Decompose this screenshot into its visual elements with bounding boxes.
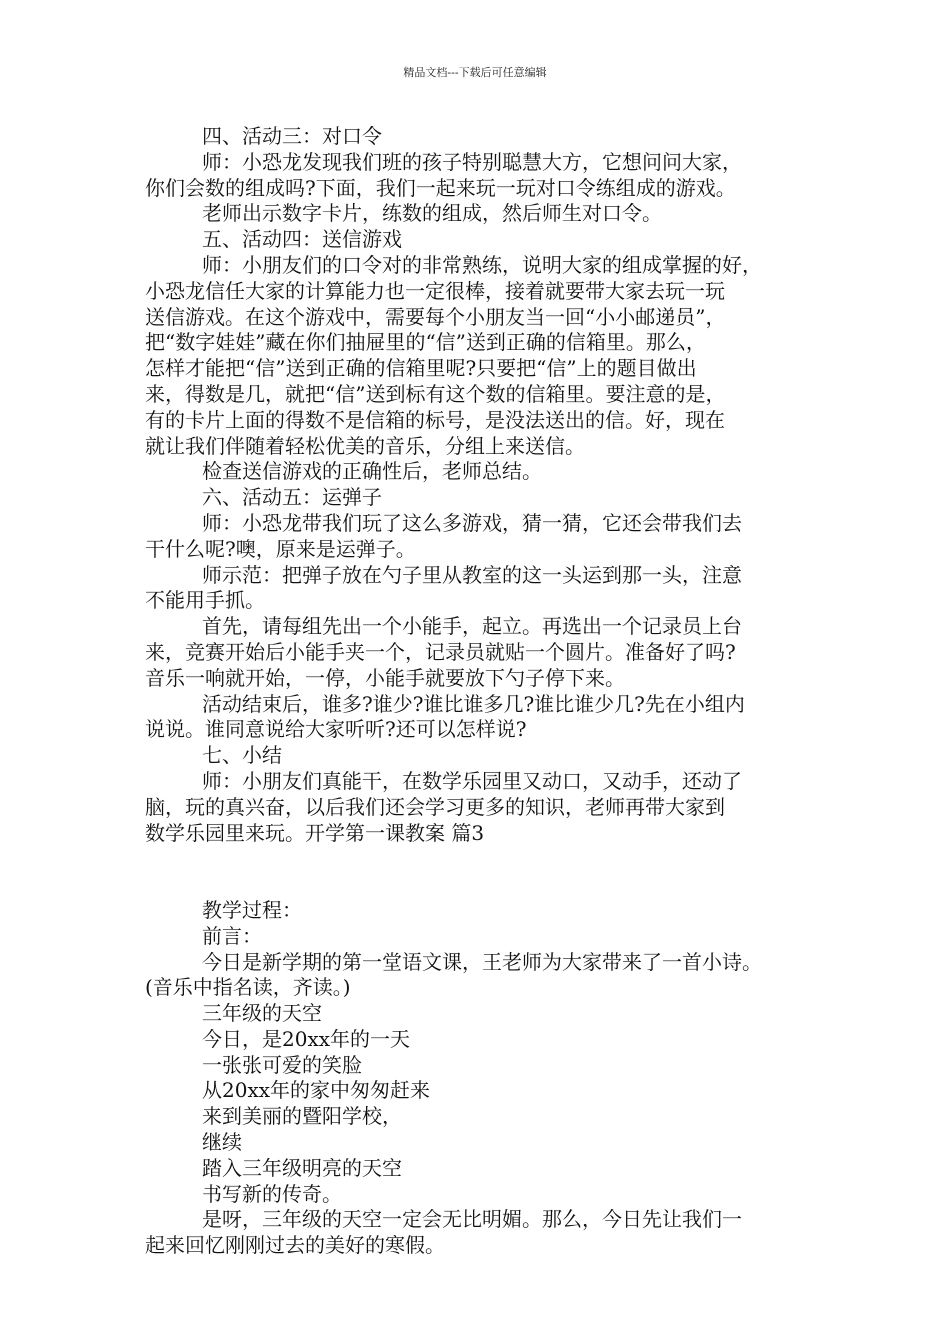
poem-line: 继续 (202, 1130, 242, 1155)
paragraph-line: 老师出示数字卡片，练数的组成，然后师生对口令。 (202, 201, 662, 226)
document-body (145, 124, 825, 1259)
paragraph-line: 今日是新学期的第一堂语文课，王老师为大家带来了一首小诗。 (202, 949, 762, 974)
paragraph-line: 你们会数的组成吗?下面，我们一起来玩一玩对口令练组成的游戏。 (145, 175, 736, 200)
paragraph-line: (音乐中指名读，齐读。) (145, 975, 351, 1000)
paragraph-line: 师：小恐龙发现我们班的孩子特别聪慧大方，它想问问大家， (202, 149, 742, 174)
paragraph-line: 有的卡片上面的得数不是信箱的标号，是没法送出的信。好，现在 (145, 407, 725, 432)
paragraph-line: 把“数字娃娃”藏在你们抽屉里的“信”送到正确的信箱里。那么， (145, 330, 706, 355)
poem-line: 一张张可爱的笑脸 (202, 1052, 362, 1077)
paragraph-line: 检查送信游戏的正确性后，老师总结。 (202, 459, 542, 484)
page-header: 精品文档---下载后可任意编辑 (403, 66, 547, 79)
section-heading: 七、小结 (202, 743, 282, 768)
paragraph-line: 师：小朋友们的口令对的非常熟练，说明大家的组成掌握的好， (202, 252, 762, 277)
paragraph-line: 数学乐园里来玩。开学第一课教案 篇3 (145, 820, 485, 845)
paragraph-line: 干什么呢?噢，原来是运弹子。 (145, 536, 416, 561)
poem-line: 从20xx年的家中匆匆赶来 (202, 1078, 431, 1103)
paragraph-line: 小恐龙信任大家的计算能力也一定很棒，接着就要带大家去玩一玩 (145, 278, 725, 303)
poem-title: 三年级的天空 (202, 1001, 322, 1026)
paragraph-line: 就让我们伴随着轻松优美的音乐，分组上来送信。 (145, 433, 585, 458)
paragraph-line: 说说。谁同意说给大家听听?还可以怎样说? (145, 717, 527, 742)
paragraph-line: 师：小恐龙带我们玩了这么多游戏，猜一猜，它还会带我们去 (202, 510, 742, 535)
section-heading: 五、活动四：送信游戏 (202, 227, 402, 252)
section-heading: 六、活动五：运弹子 (202, 485, 382, 510)
paragraph-line: 来，竞赛开始后小能手夹一个，记录员就贴一个圆片。准备好了吗? (145, 639, 736, 664)
paragraph-line: 送信游戏。在这个游戏中，需要每个小朋友当一回“小小邮递员”， (145, 304, 726, 329)
paragraph-line: 怎样才能把“信”送到正确的信箱里呢?只要把“信”上的题目做出 (145, 356, 697, 381)
section-heading: 四、活动三：对口令 (202, 124, 382, 148)
blank-space (145, 846, 825, 898)
section-heading: 教学过程： (202, 897, 302, 922)
paragraph-line: 首先，请每组先出一个小能手，起立。再选出一个记录员上台 (202, 614, 742, 639)
poem-line: 今日，是20xx年的一天 (202, 1026, 411, 1051)
paragraph-line: 音乐一响就开始，一停，小能手就要放下勺子停下来。 (145, 665, 625, 690)
poem-line: 书写新的传奇。 (202, 1181, 342, 1206)
paragraph-line: 活动结束后，谁多?谁少?谁比谁多几?谁比谁少几?先在小组内 (202, 691, 745, 716)
paragraph-line: 来，得数是几，就把“信”送到标有这个数的信箱里。要注意的是， (145, 381, 726, 406)
paragraph-line: 不能用手抓。 (145, 588, 265, 613)
poem-line: 来到美丽的暨阳学校， (202, 1104, 402, 1129)
poem-line: 踏入三年级明亮的天空 (202, 1155, 402, 1180)
paragraph-line: 师示范：把弹子放在勺子里从教室的这一头运到那一头，注意 (202, 562, 742, 587)
paragraph-line: 是呀，三年级的天空一定会无比明媚。那么，今日先让我们一 (202, 1207, 742, 1232)
paragraph-line: 师：小朋友们真能干，在数学乐园里又动口，又动手，还动了 (202, 768, 742, 793)
paragraph-line: 脑，玩的真兴奋，以后我们还会学习更多的知识，老师再带大家到 (145, 794, 725, 819)
section-heading: 前言： (202, 923, 262, 948)
paragraph-line: 起来回忆刚刚过去的美好的寒假。 (145, 1233, 445, 1258)
